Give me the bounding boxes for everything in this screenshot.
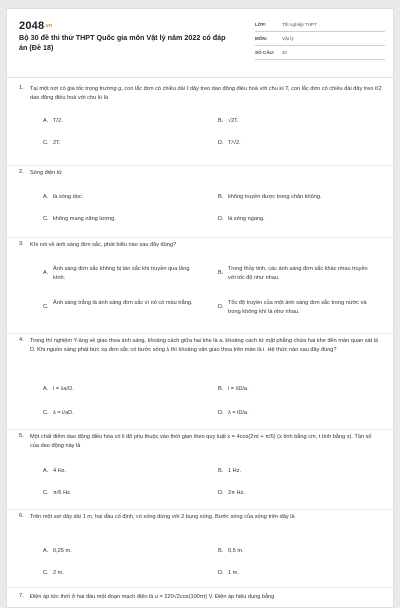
option-text: 1 m.	[228, 570, 239, 576]
option-text: Ánh sáng đơn sắc không bị tán sắc khi truyền qua lăng kính.	[53, 266, 190, 281]
option-text: 4 Hz.	[53, 468, 67, 474]
question-number: 3.	[19, 241, 24, 247]
question-divider	[7, 429, 393, 430]
option-letter: C.	[43, 140, 49, 146]
question-text: Trên một sợi dây dài 1 m, hai đầu cố định, có sóng dừng với 2 bụng sóng. Bước sóng của sóng trên dây là	[30, 514, 295, 520]
option-letter: C.	[43, 304, 49, 310]
option-letter: B.	[218, 194, 224, 200]
option-letter: D.	[218, 216, 224, 222]
meta-row-question-count	[255, 46, 385, 60]
option-text: λ = i/aD.	[53, 410, 74, 416]
option-letter: B.	[218, 118, 224, 124]
question-divider	[7, 237, 393, 238]
meta-value: Tốt nghiệp THPT	[282, 22, 317, 27]
option-text: 2T.	[53, 140, 61, 146]
question-text: Trong thí nghiệm Y-âng về giao thoa ánh sáng, khoảng cách giữa hai khe là a, khoảng cách từ mặt phẳng chứa hai khe đến màn quan sát là D. Khi nguồn sáng phát bức xạ đơn sắc có bước sóng λ thì khoảng vân giao thoa trên màn là i. Hệ thức nào sau đây đúng?	[30, 338, 379, 353]
question-3	[7, 241, 393, 331]
question-divider	[7, 333, 393, 334]
option-text: π/6 Hz.	[53, 490, 72, 496]
option-letter: A.	[43, 548, 49, 554]
option-letter: D.	[218, 304, 224, 310]
logo-suffix: .vn	[44, 23, 53, 29]
option-letter: D.	[218, 410, 224, 416]
question-text: Điện áp tức thời ở hai đầu một đoạn mạch điện là u = 220√2cos(100πt) V. Điện áp hiệu dụng bằng	[30, 594, 275, 600]
option-letter: A.	[43, 194, 49, 200]
option-letter: A.	[43, 468, 49, 474]
option-text: √2T.	[228, 118, 239, 124]
option-letter: C.	[43, 410, 49, 416]
option-letter: C.	[43, 490, 49, 496]
option-text: là sóng ngang.	[228, 216, 265, 222]
question-divider	[7, 165, 393, 166]
document-page	[6, 8, 394, 608]
question-5	[7, 433, 393, 509]
option-letter: B.	[218, 548, 224, 554]
question-text: Khi nói về ánh sáng đơn sắc, phát biểu nào sau đây đúng?	[30, 242, 177, 248]
option-text: 2π Hz.	[228, 490, 245, 496]
option-letter: B.	[218, 386, 224, 392]
question-divider	[7, 587, 393, 588]
option-text: không mang năng lượng.	[53, 216, 116, 222]
option-text: 2 m.	[53, 570, 64, 576]
meta-label: LỚP:	[255, 22, 267, 27]
option-letter: A.	[43, 270, 49, 276]
meta-value: 40	[282, 50, 288, 55]
option-text: không truyền được trong chân không.	[228, 194, 322, 200]
document-header	[7, 9, 393, 71]
question-number: 4.	[19, 337, 24, 343]
question-number: 1.	[19, 85, 24, 91]
question-2	[7, 169, 393, 235]
question-text: Tại một nơi có gia tốc trọng trường g, con lắc đơn có chiều dài ℓ dây treo dao động điều hoà với chu kì T, con lắc đơn có chiều dài dây treo ℓ/2 dao động điều hoà với chu kì là	[30, 86, 382, 101]
question-text: Một chất điểm dao động điều hòa có li độ phụ thuộc vào thời gian theo quy luật x = 4cos(2πt + π/6) (x tính bằng cm, t tính bằng s). Tần số của dao động này là	[30, 434, 372, 449]
option-letter: D.	[218, 490, 224, 496]
site-logo[interactable]	[19, 20, 52, 32]
option-text: 0,25 m.	[53, 548, 72, 554]
option-text: T/2.	[53, 118, 63, 124]
question-number: 2.	[19, 169, 24, 175]
logo-text: 2048	[19, 20, 45, 32]
meta-value: Vật lý	[282, 36, 294, 41]
question-number: 7.	[19, 593, 24, 599]
question-number: 6.	[19, 513, 24, 519]
option-text: i = λD/a.	[228, 386, 249, 392]
option-text: Ánh sáng trắng là ánh sáng đơn sắc vì nó có màu trắng.	[53, 300, 193, 306]
meta-label: SỐ CÂU:	[255, 50, 275, 55]
option-text: T/√2.	[228, 140, 241, 146]
question-text: Sóng điện từ	[30, 170, 63, 176]
question-divider	[7, 509, 393, 510]
question-number: 5.	[19, 433, 24, 439]
option-letter: C.	[43, 216, 49, 222]
meta-label: MÔN:	[255, 36, 268, 41]
meta-row-subject	[255, 32, 385, 46]
option-text: 0,5 m.	[228, 548, 244, 554]
option-text: 1 Hz.	[228, 468, 242, 474]
header-divider	[7, 77, 393, 78]
option-text: là sóng dọc.	[53, 194, 84, 200]
question-6	[7, 513, 393, 587]
question-4	[7, 337, 393, 433]
option-letter: A.	[43, 118, 49, 124]
option-text: i = λa/D.	[53, 386, 74, 392]
option-text: Trong thủy tinh, các ánh sáng đơn sắc khác nhau truyền với tốc độ như nhau.	[228, 266, 368, 281]
option-text: λ = iD/a.	[228, 410, 249, 416]
question-1	[7, 85, 393, 163]
option-letter: D.	[218, 570, 224, 576]
page-title: Bộ 30 đề thi thử THPT Quốc gia môn Vật lý năm 2022 có đáp án (Đề 18)	[19, 33, 226, 52]
option-letter: D.	[218, 140, 224, 146]
option-letter: B.	[218, 270, 224, 276]
exam-meta-table	[255, 18, 385, 60]
meta-row-class	[255, 18, 385, 32]
option-letter: C.	[43, 570, 49, 576]
option-letter: A.	[43, 386, 49, 392]
option-letter: B.	[218, 468, 224, 474]
option-text: Tốc độ truyền của một ánh sáng đơn sắc trong nước và trong không khí là như nhau.	[228, 300, 367, 315]
